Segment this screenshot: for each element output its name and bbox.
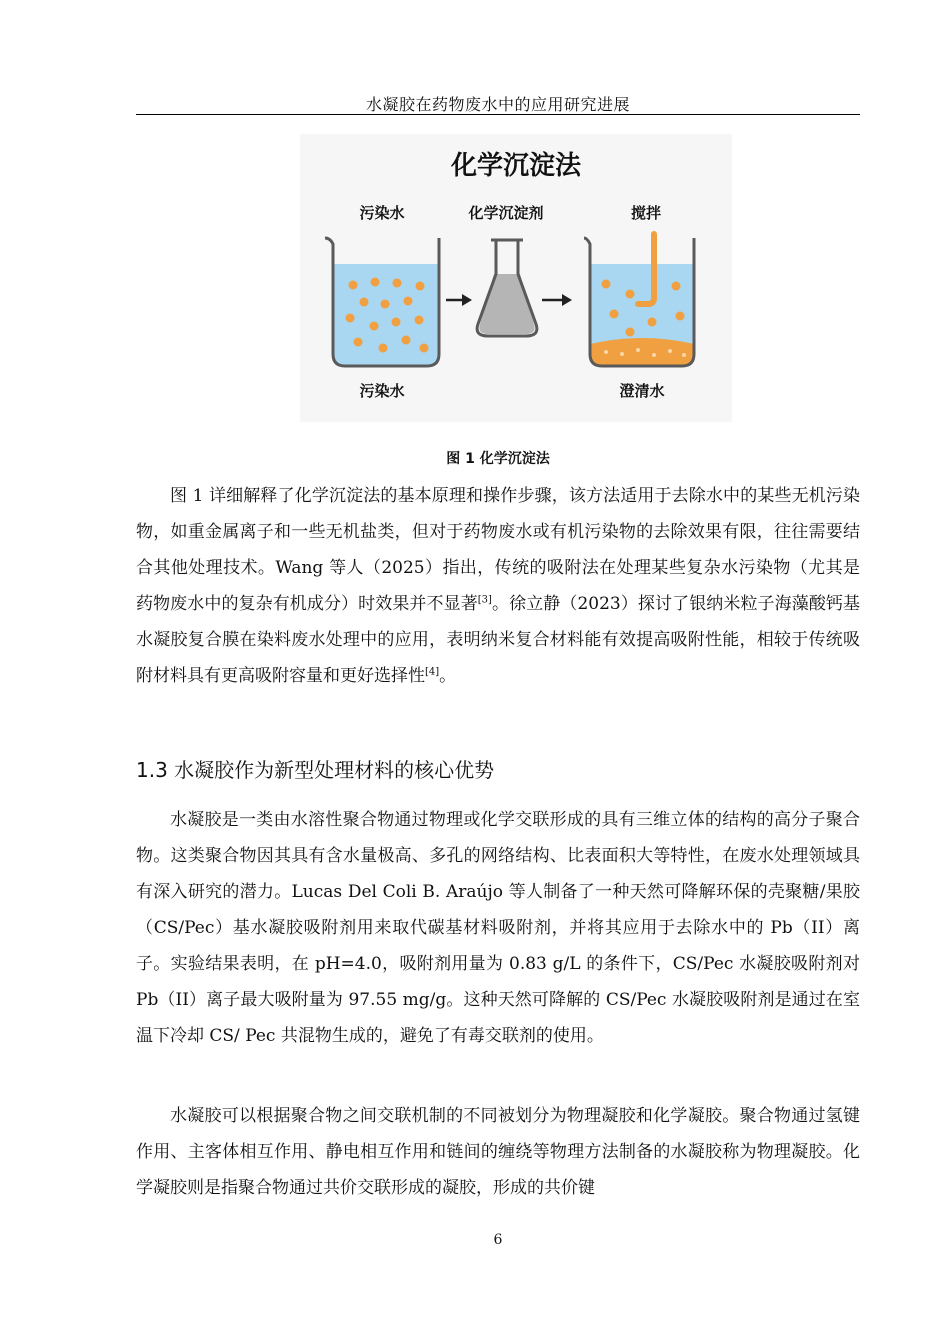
header-rule — [136, 114, 860, 115]
citation-ref: [3] — [477, 594, 492, 606]
beaker-with-stirrer-icon — [584, 234, 694, 366]
body-paragraph-3: 水凝胶可以根据聚合物之间交联机制的不同被划分为物理凝胶和化学凝胶。聚合物通过氢键作用、主客体相互作用、静电相互作用和链间的缠绕等物理方法制备的水凝胶称为物理凝胶。化学凝胶则是指聚合物通过共价交联形成的凝胶，形成的共价键 — [136, 1106, 860, 1198]
citation-ref: [4] — [425, 666, 440, 678]
beaker-icon — [325, 238, 439, 366]
arrow-right-icon — [542, 294, 572, 306]
label-clear-water: 澄清水 — [619, 382, 665, 400]
page-number: 6 — [493, 1232, 503, 1248]
label-stirring: 搅拌 — [630, 204, 662, 222]
paragraph-text: 图 1 详细解释了化学沉淀法的基本原理和操作步骤，该方法适用于去除水中的某些无机污染物，如重金属离子和一些无机盐类，但对于药物废水或有机污染物的去除效果有限，往往需要结合其他处理技术。Wang 等人（2025）指出，传统的吸附法在处理某些复杂水污染物（尤其是药物废水中的复杂有机成分）时效果并不显著 — [136, 486, 860, 614]
figure-title: 化学沉淀法 — [450, 151, 582, 181]
figure-caption: 图 1 化学沉淀法 — [446, 451, 550, 467]
section-heading: 1.3 水凝胶作为新型处理材料的核心优势 — [136, 758, 495, 782]
paragraph-text: 。徐立静（2023）探讨了银纳米粒子海藻酸钙基水凝胶复合膜在染料废水处理中的应用，表明纳米复合材料能有效提高吸附性能，相较于传统吸附材料具有更高吸附容量和更好选择性 — [136, 594, 860, 686]
arrow-right-icon — [446, 294, 472, 306]
running-header-title: 水凝胶在药物废水中的应用研究进展 — [365, 95, 630, 114]
erlenmeyer-flask-icon — [477, 240, 537, 336]
paragraph-text: 。 — [439, 666, 457, 686]
body-paragraph-2: 水凝胶是一类由水溶性聚合物通过物理或化学交联形成的具有三维立体的结构的高分子聚合物。这类聚合物因其具有含水量极高、多孔的网络结构、比表面积大等特性，在废水处理领域具有深入研究的潜力。Lucas Del Coli B. Araújo 等人制备了一种天然可降解环保的壳聚糖/果胶（CS/Pec）基水凝胶吸附剂用来取代碳基材料吸附剂，并将其应用于去除水中的 Pb（II）离子。实验结果表明，在 pH=4.0，吸附剂用量为 0.83 g/L 的条件下，CS/Pec 水凝胶吸附剂对 Pb（II）离子最大吸附量为 97.55 mg/g。这种天然可降解的 CS/Pec 水凝胶吸附剂是通过在室温下冷却 CS/ Pec 共混物生成的，避免了有毒交联剂的使用。 — [136, 810, 860, 1046]
label-precipitant: 化学沉淀剂 — [468, 204, 544, 222]
figure-chemical-precipitation — [300, 134, 732, 422]
label-polluted-water-bottom: 污染水 — [359, 382, 405, 400]
label-polluted-water-top: 污染水 — [359, 204, 405, 222]
body-paragraph-1 — [136, 478, 860, 694]
